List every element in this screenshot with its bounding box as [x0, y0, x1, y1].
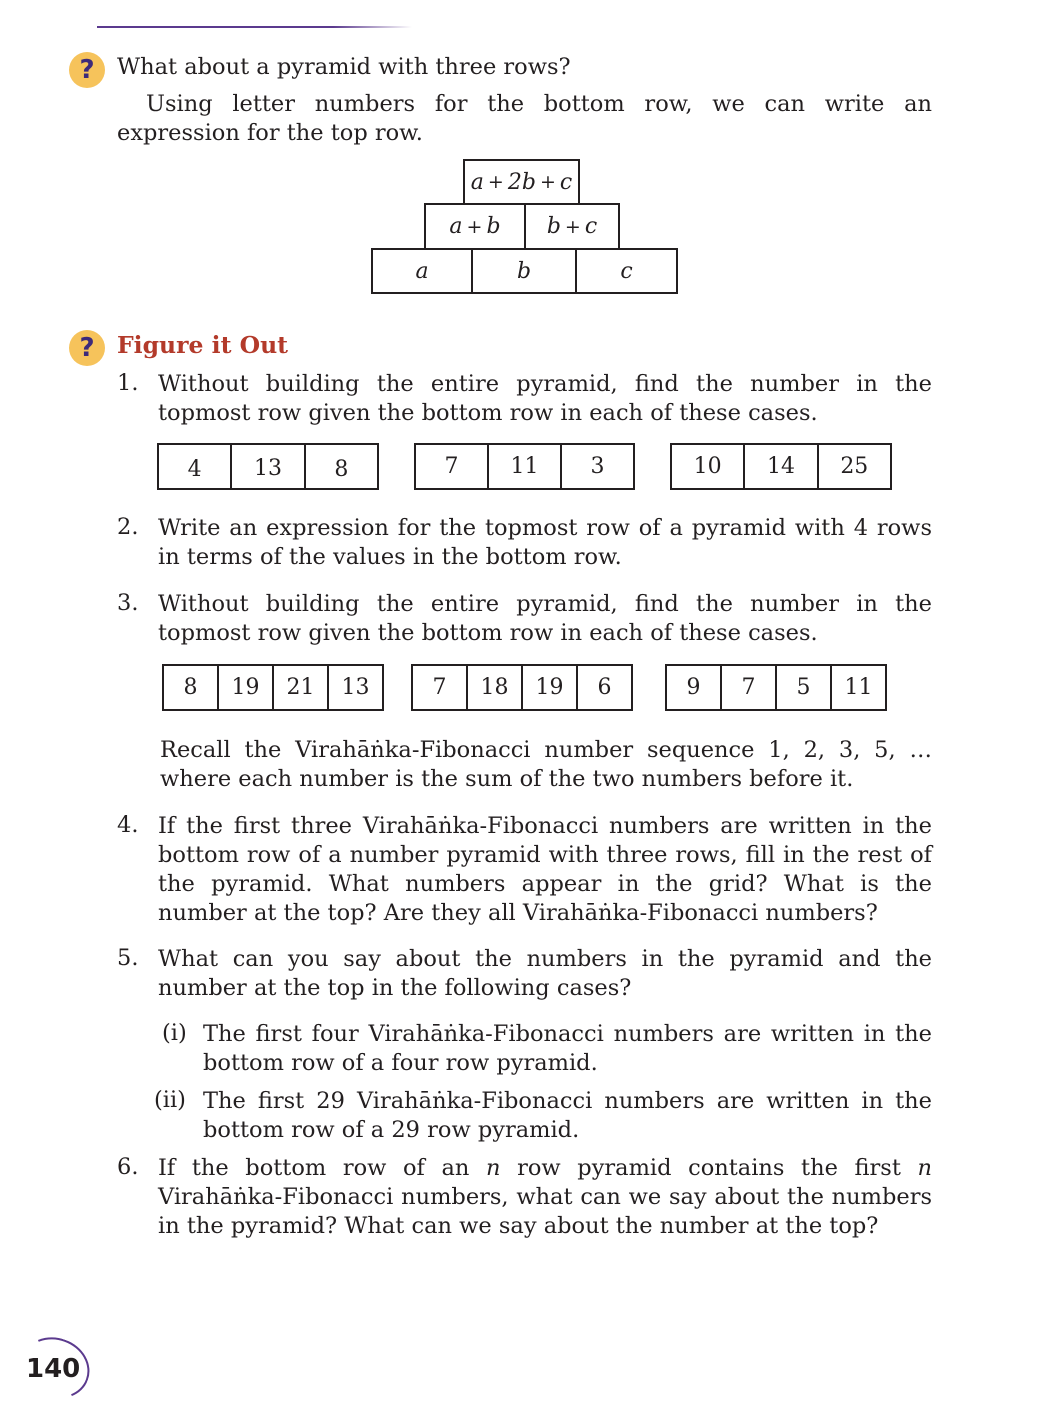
intro-question: What about a pyramid with three rows? [117, 54, 571, 80]
question-5-text: What can you say about the numbers in the pyramid and the number at the top in the following cases? [158, 946, 932, 1001]
row-cell: 11 [489, 445, 562, 488]
row-cell: 7 [722, 666, 777, 709]
question-1-body: Without building the entire pyramid, find the number in the topmost row given the bottom row in each of these cases. [158, 371, 932, 426]
pyramid-bottom-cell: b [471, 248, 577, 294]
question-number: 4. [117, 812, 139, 838]
recall-paragraph: Recall the Virahāṅka-Fibonacci number sequence 1, 2, 3, 5, … where each number is the sum of the two numbers before it. [160, 737, 932, 792]
bottom-row-case [414, 443, 635, 490]
pyramid-middle-cell: b + c [524, 203, 620, 250]
subquestion-number: (ii) [154, 1087, 186, 1113]
row-cell: 7 [413, 666, 468, 709]
row-cell: 8 [334, 457, 349, 482]
bottom-row-case [665, 664, 887, 711]
row-cell: 8 [164, 666, 219, 709]
row-cell: 19 [523, 666, 578, 709]
question-icon: ? [69, 330, 105, 366]
row-cell: 14 [745, 445, 818, 488]
question-number: 3. [117, 590, 139, 616]
row-cell: 10 [672, 445, 745, 488]
row-cell: 13 [232, 445, 305, 488]
question-6-text: If the bottom row of an n row pyramid contains the first n Virahāṅka-Fibonacci numbers, what can we say about the numbers in the pyramid? What can we say about the number at the top? [158, 1155, 932, 1239]
bottom-row-case [157, 443, 379, 490]
pyramid-middle-cell: a + b [424, 203, 526, 250]
question-icon: ? [69, 52, 105, 88]
page-number: 140 [26, 1354, 81, 1384]
row-cell: 9 [667, 666, 722, 709]
question-2-text: Write an expression for the topmost row of a pyramid with 4 rows in terms of the values in the bottom row. [158, 515, 932, 570]
row-cell: 13 [341, 675, 370, 700]
question-1-text [158, 370, 932, 428]
row-cell: 21 [274, 666, 329, 709]
bottom-row-case [670, 443, 892, 490]
question-number: 5. [117, 945, 139, 971]
subquestion-number: (i) [162, 1020, 187, 1046]
pyramid-top-cell: a + 2 b + c [463, 159, 580, 205]
question-number: 1. [117, 370, 139, 396]
row-cell: 4 [159, 445, 232, 488]
row-cell: 18 [468, 666, 523, 709]
row-cell: 25 [840, 454, 869, 479]
question-number: 6. [117, 1154, 139, 1180]
intro-paragraph: Using letter numbers for the bottom row, we can write an expression for the top row. [117, 91, 932, 146]
row-cell: 6 [597, 675, 612, 700]
subquestion-i-text: The first four Virahāṅka-Fibonacci numbers are written in the bottom row of a four row pyramid. [203, 1021, 932, 1076]
subquestion-ii-text: The first 29 Virahāṅka-Fibonacci numbers are written in the bottom row of a 29 row pyramid. [203, 1088, 932, 1143]
question-4-text: If the first three Virahāṅka-Fibonacci numbers are written in the bottom row of a number pyramid with three rows, fill in the rest of the pyramid. What numbers appear in the grid? What is the number at the top? Are they all Virahāṅka-Fibonacci numbers? [158, 813, 932, 926]
row-cell: 11 [844, 675, 873, 700]
pyramid-bottom-cell: a [371, 248, 473, 294]
section-heading: Figure it Out [117, 331, 289, 359]
top-rule [97, 26, 412, 28]
row-cell: 5 [777, 666, 832, 709]
row-cell: 3 [590, 454, 605, 479]
bottom-row-case [411, 664, 633, 711]
question-number: 2. [117, 514, 139, 540]
pyramid-bottom-cell: c [575, 248, 678, 294]
row-cell: 19 [219, 666, 274, 709]
row-cell: 7 [416, 445, 489, 488]
question-3-text: Without building the entire pyramid, find the number in the topmost row given the bottom row in each of these cases. [158, 591, 932, 646]
bottom-row-case [162, 664, 384, 711]
